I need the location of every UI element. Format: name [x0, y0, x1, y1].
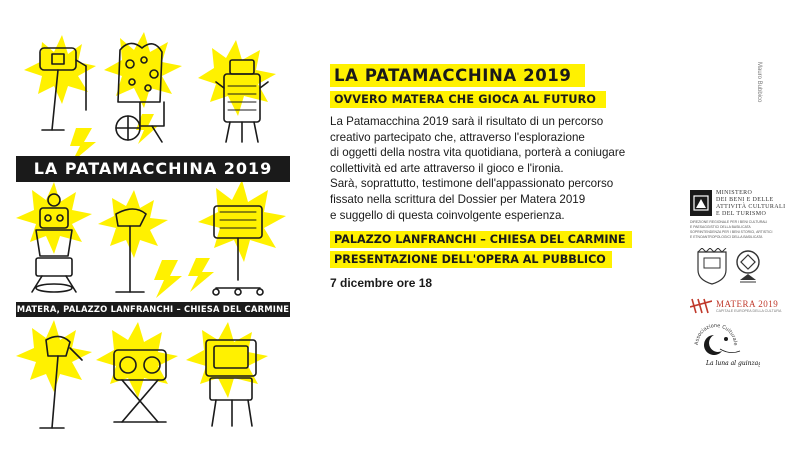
page-title: LA PATAMACCHINA 2019 [330, 64, 585, 87]
ministry-line: E DEL TURISMO [716, 211, 767, 217]
ministry-line: ATTIVITÀ CULTURALI [716, 204, 786, 210]
artist-credit: Mauro Bubbico [756, 62, 762, 103]
poster-illustration [12, 30, 294, 440]
ministry-logo [690, 190, 790, 218]
description-line: Sarà, soprattutto, testimone dell'appassionato percorso [330, 177, 614, 191]
fine-line: E PAESAGGISTICI DELLA BASILICATA [690, 225, 751, 229]
association-logo [690, 321, 760, 369]
matera-2019-name: MATERA 2019 [716, 299, 779, 309]
ministry-line: MINISTERO [716, 190, 753, 196]
description-line: di oggetti della nostra vita quotidiana, porterà a coniugare [330, 146, 626, 160]
fine-line: E ETNOANTROPOLOGICI DELLA BASILICATA [690, 235, 763, 239]
venue-label: PALAZZO LANFRANCHI – CHIESA DEL CARMINE [330, 231, 632, 248]
poster-subtitle-band: MATERA, PALAZZO LANFRANCHI – CHIESA DEL CARMINE [16, 302, 290, 317]
page-subtitle: OVVERO MATERA CHE GIOCA AL FUTURO [330, 91, 606, 108]
description-line: creativo partecipato che, attraverso l'esplorazione [330, 130, 585, 144]
svg-text:Associazione Culturale [694, 323, 738, 346]
event-label: PRESENTAZIONE DELL'OPERA AL PUBBLICO [330, 251, 612, 268]
description-line: La Patamacchina 2019 sarà il risultato di un percorso [330, 115, 604, 128]
fine-line: SOPRINTENDENZA PER I BENI STORICI, ARTISTICI [690, 230, 773, 234]
matera-coat-of-arms-icon [698, 248, 726, 284]
description [330, 114, 630, 223]
poster-artwork [12, 30, 294, 440]
event-date: 7 dicembre ore 18 [330, 276, 433, 291]
matera-2019-logo [690, 297, 790, 315]
matera-2019-tagline: CAPITALE EUROPEA DELLA CULTURA [716, 309, 782, 313]
description-line: e suggello di questa coinvolgente esperienza. [330, 208, 565, 222]
association-motto: La luna al guinza [706, 360, 759, 367]
civic-logos [690, 248, 770, 286]
ministry-fine-print [690, 220, 790, 240]
description-line: collettività ed arte attraverso il gioco e l'ironia. [330, 161, 564, 175]
association-ring-text: Associazione Culturale [693, 322, 739, 346]
description-line: fissato nella scrittura del Dossier per Matera 2019 [330, 192, 586, 206]
matera-mark-icon [690, 297, 712, 315]
unesco-heritage-icon [737, 251, 759, 282]
ministry-line: DEI BENI E DELLE [716, 197, 774, 203]
poster-title-band: LA PATAMACCHINA 2019 [16, 156, 290, 182]
announcement [330, 64, 630, 290]
partner-logos [690, 190, 790, 374]
ministry-emblem-icon [690, 190, 712, 216]
fine-line: DIREZIONE REGIONALE PER I BENI CULTURALI [690, 220, 768, 224]
